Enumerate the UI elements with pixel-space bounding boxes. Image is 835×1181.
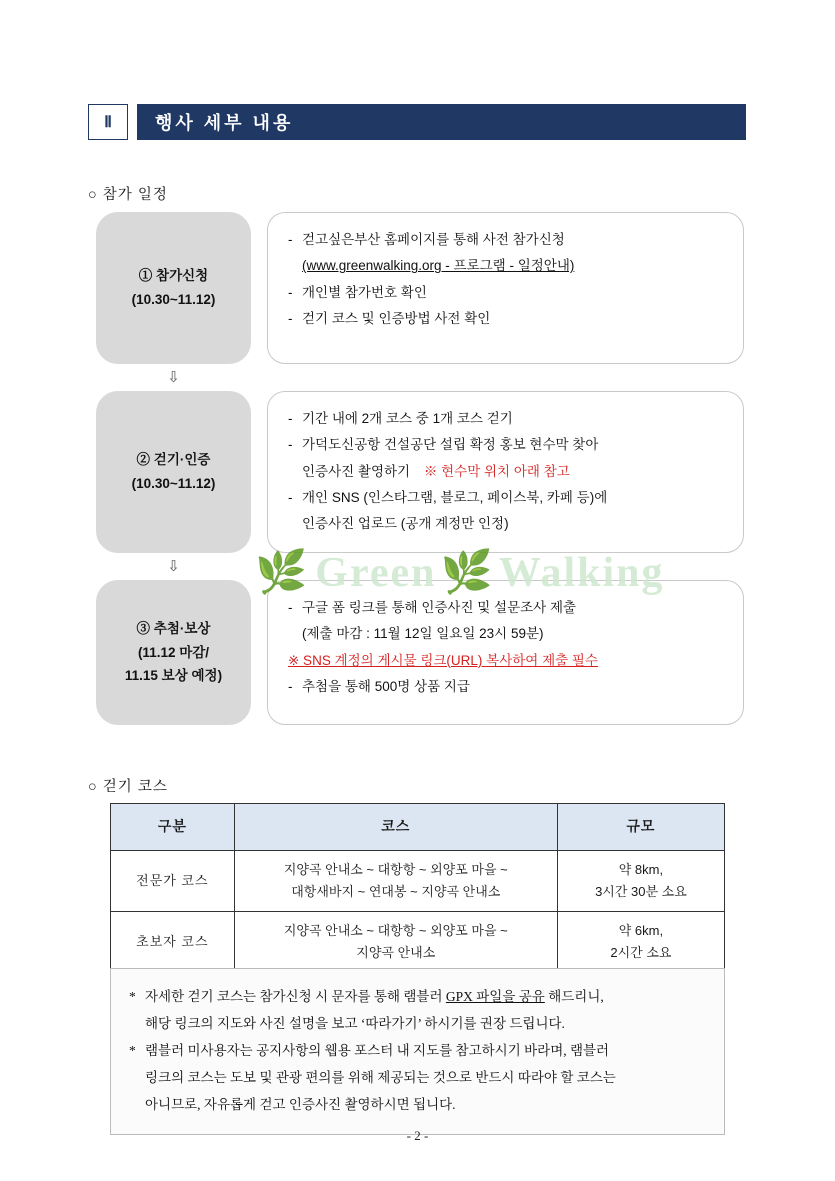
table-header-division: 구분 xyxy=(111,804,235,851)
step-3-box xyxy=(96,580,251,725)
dash-marker: - xyxy=(288,232,293,247)
detail-line xyxy=(288,406,723,432)
step-2-title: ② 걷기·인증 xyxy=(136,452,211,468)
detail-text: 기간 내에 2개 코스 중 1개 코스 걷기 xyxy=(302,411,513,426)
dash-marker: - xyxy=(288,411,293,426)
step-2-period: (10.30~11.12) xyxy=(131,476,216,491)
dash-marker: - xyxy=(288,437,293,453)
flow-step-3 xyxy=(96,580,744,725)
course-line-2: 지양곡 안내소 xyxy=(356,945,436,961)
detail-line xyxy=(288,648,723,674)
detail-text: 인증사진 업로드 (공개 계정만 인정) xyxy=(302,516,509,532)
dash-marker: - xyxy=(288,600,293,615)
note-bullet: * xyxy=(129,1043,136,1058)
step-1-period: (10.30~11.12) xyxy=(131,292,216,307)
step-1-title: ① 참가신청 xyxy=(138,268,209,284)
flow-step-2 xyxy=(96,391,744,553)
table-header-course: 코스 xyxy=(234,804,557,851)
homepage-link[interactable]: (www.greenwalking.org - 프로그램 - 일정안내) xyxy=(302,258,575,274)
detail-line xyxy=(288,595,723,621)
detail-line xyxy=(288,621,723,647)
table-row xyxy=(111,912,725,973)
step-2-box xyxy=(96,391,251,553)
page-number: - 2 - xyxy=(406,1128,429,1143)
dash-marker: - xyxy=(288,310,293,326)
note-item-1 xyxy=(129,983,706,1037)
table-header-scale: 규모 xyxy=(557,804,724,851)
dash-marker: - xyxy=(288,284,293,300)
section-title: 행사 세부 내용 xyxy=(137,104,746,140)
row-course xyxy=(234,912,557,973)
notes-box xyxy=(110,968,725,1135)
scale-line-2: 3시간 30분 소요 xyxy=(595,884,687,900)
dash-marker: - xyxy=(288,489,293,505)
subheading-schedule: ○ 참가 일정 xyxy=(88,187,168,203)
detail-line xyxy=(288,280,723,306)
note-1-line-2: 해당 링크의 지도와 사진 설명을 보고 ‘따라가기’ 하시기를 권장 드립니다. xyxy=(145,1016,565,1031)
step-3-details xyxy=(267,580,744,725)
step-2-details xyxy=(267,391,744,553)
course-line-1: 지양곡 안내소 ~ 대항항 ~ 외양포 마을 ~ xyxy=(283,862,508,877)
step-3-period-2: 11.15 보상 예정) xyxy=(124,668,223,684)
scale-line-1: 약 6km, xyxy=(618,923,664,939)
scale-line-2: 2시간 소요 xyxy=(610,945,672,961)
leaf-icon: 🌿 xyxy=(255,550,310,596)
detail-line xyxy=(288,306,723,332)
note-bullet: * xyxy=(129,989,136,1004)
detail-line xyxy=(288,674,723,700)
gpx-file-emphasis: GPX 파일을 공유 xyxy=(445,989,545,1004)
section-header xyxy=(88,104,746,140)
note-1-line-1-post: 해드리니, xyxy=(544,989,604,1004)
note-1-line-1-pre: 자세한 걷기 코스는 참가신청 시 문자를 통해 램블러 xyxy=(145,989,446,1004)
row-scale xyxy=(557,912,724,973)
detail-text: 인증사진 촬영하기 xyxy=(302,463,411,479)
detail-line xyxy=(288,253,723,279)
section-number: Ⅱ xyxy=(88,104,128,140)
course-line-2: 대항새바지 ~ 연대봉 ~ 지양곡 안내소 xyxy=(291,884,501,900)
row-scale xyxy=(557,851,724,912)
note-item-2 xyxy=(129,1037,706,1118)
detail-text: 걷고싶은부산 홈페이지를 통해 사전 참가신청 xyxy=(302,232,565,247)
note-2-line-3: 아니므로, 자유롭게 걷고 인증사진 촬영하시면 됩니다. xyxy=(145,1097,456,1112)
banner-notice: ※ 현수막 위치 아래 참고 xyxy=(423,463,570,479)
watermark-text-2: Walking xyxy=(498,550,665,596)
flow-arrow-2: ⇩ xyxy=(167,558,180,575)
course-line-1: 지양곡 안내소 ~ 대항항 ~ 외양포 마을 ~ xyxy=(283,923,508,939)
subheading-course: ○ 걷기 코스 xyxy=(88,779,168,795)
row-division: 초보자 코스 xyxy=(111,912,235,973)
step-1-details xyxy=(267,212,744,364)
detail-text: 구글 폼 링크를 통해 인증사진 및 설문조사 제출 xyxy=(302,600,577,615)
detail-line xyxy=(288,432,723,458)
detail-text: 개인 SNS (인스타그램, 블로그, 페이스북, 카페 등)에 xyxy=(302,489,608,505)
detail-line xyxy=(288,459,723,485)
watermark-text-1: Green xyxy=(315,550,437,596)
scale-line-1: 약 8km, xyxy=(618,862,664,877)
note-2-line-2: 링크의 코스는 도보 및 관광 편의를 위해 제공되는 것으로 반드시 따라야 할 코스는 xyxy=(145,1070,616,1085)
schedule-flow xyxy=(96,212,744,725)
table-header-row xyxy=(111,804,725,851)
flow-arrow-1: ⇩ xyxy=(167,369,180,386)
step-3-title: ③ 추첨·보상 xyxy=(136,621,211,637)
detail-line xyxy=(288,227,723,253)
dash-marker: - xyxy=(288,678,293,694)
detail-text: (제출 마감 : 11월 12일 일요일 23시 59분) xyxy=(302,626,544,642)
step-1-box xyxy=(96,212,251,364)
row-division: 전문가 코스 xyxy=(111,851,235,912)
detail-text: 개인별 참가번호 확인 xyxy=(302,284,427,300)
sns-url-notice: ※ SNS 계정의 게시물 링크(URL) 복사하여 제출 필수 xyxy=(288,652,598,668)
course-table xyxy=(110,803,725,973)
row-course xyxy=(234,851,557,912)
detail-line xyxy=(288,485,723,511)
detail-text: 가덕도신공항 건설공단 설립 확정 홍보 현수막 찾아 xyxy=(302,437,599,453)
step-3-period: (11.12 마감/ xyxy=(137,644,210,660)
detail-line xyxy=(288,511,723,537)
leaf-icon-2: 🌿 xyxy=(440,550,495,596)
flow-step-1 xyxy=(96,212,744,364)
note-2-line-1: 램블러 미사용자는 공지사항의 웹용 포스터 내 지도를 참고하시기 바라며, 램블러 xyxy=(145,1043,610,1058)
detail-text: 추첨을 통해 500명 상품 지급 xyxy=(302,678,470,694)
detail-text: 걷기 코스 및 인증방법 사전 확인 xyxy=(302,310,491,326)
table-row xyxy=(111,851,725,912)
